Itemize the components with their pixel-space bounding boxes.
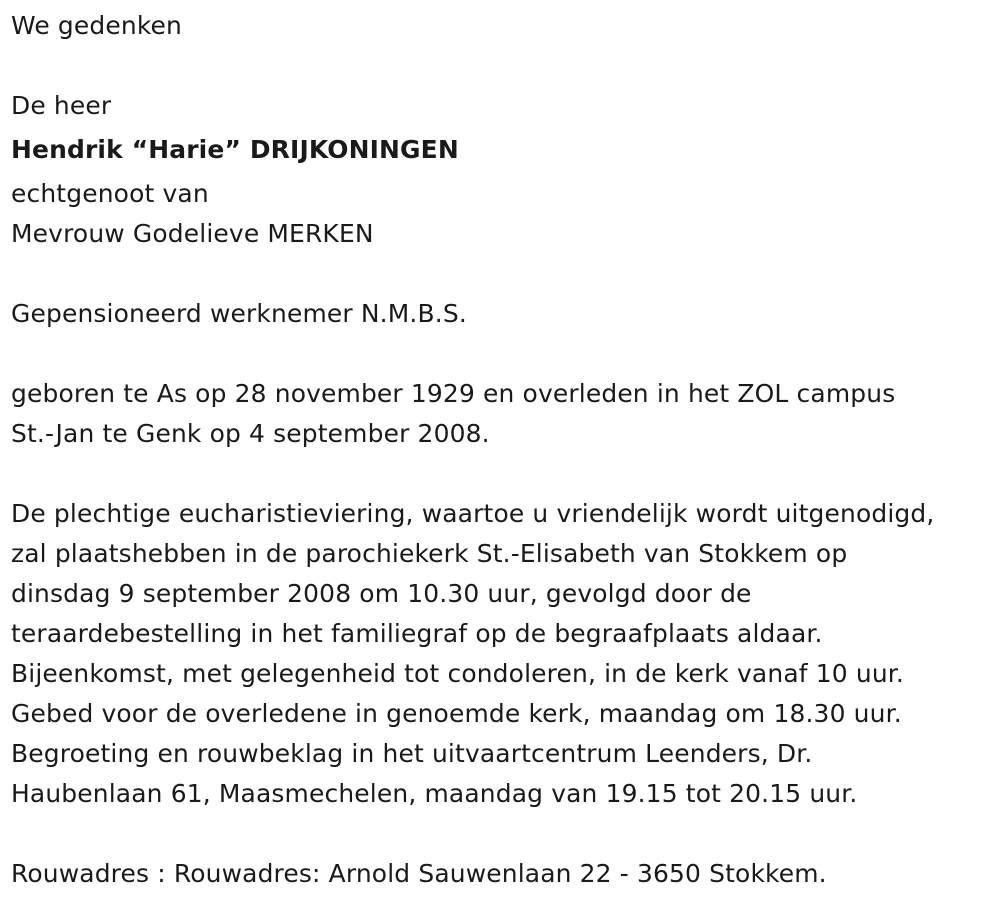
ceremony-line: Bijeenkomst, met gelegenheid tot condoleren, in de kerk vanaf 10 uur. bbox=[11, 659, 904, 688]
ceremony-line: Gebed voor de overledene in genoemde kerk, maandag om 18.30 uur. bbox=[11, 699, 902, 728]
ceremony-line: dinsdag 9 september 2008 om 10.30 uur, gevolgd door de bbox=[11, 579, 752, 608]
ceremony-line: zal plaatshebben in de parochiekerk St.-Elisabeth van Stokkem op bbox=[11, 539, 848, 568]
salutation: De heer bbox=[11, 91, 112, 120]
spacer bbox=[11, 334, 991, 374]
ceremony-line: teraardebestelling in het familiegraf op de begraafplaats aldaar. bbox=[11, 619, 823, 648]
occupation: Gepensioneerd werknemer N.M.B.S. bbox=[11, 299, 467, 328]
spacer bbox=[11, 454, 991, 494]
birth-death-line: geboren te As op 28 november 1929 en overleden in het ZOL campus bbox=[11, 379, 896, 408]
ceremony-line: Begroeting en rouwbeklag in het uitvaartcentrum Leenders, Dr. bbox=[11, 739, 813, 768]
deceased-name: Hendrik “Harie” DRIJKONINGEN bbox=[11, 135, 459, 164]
obituary-notice bbox=[11, 6, 991, 894]
relation-text: echtgenoot van bbox=[11, 179, 209, 208]
spacer bbox=[11, 46, 991, 86]
ceremony-line: De plechtige eucharistieviering, waartoe u vriendelijk wordt uitgenodigd, bbox=[11, 499, 935, 528]
heading: We gedenken bbox=[11, 11, 182, 40]
birth-death-line: St.-Jan te Genk op 4 september 2008. bbox=[11, 419, 490, 448]
spacer bbox=[11, 814, 991, 854]
spacer bbox=[11, 254, 991, 294]
mourning-address: Rouwadres : Rouwadres: Arnold Sauwenlaan 22 - 3650 Stokkem. bbox=[11, 859, 827, 888]
ceremony-line: Haubenlaan 61, Maasmechelen, maandag van 19.15 tot 20.15 uur. bbox=[11, 779, 858, 808]
spouse-name: Mevrouw Godelieve MERKEN bbox=[11, 219, 374, 248]
